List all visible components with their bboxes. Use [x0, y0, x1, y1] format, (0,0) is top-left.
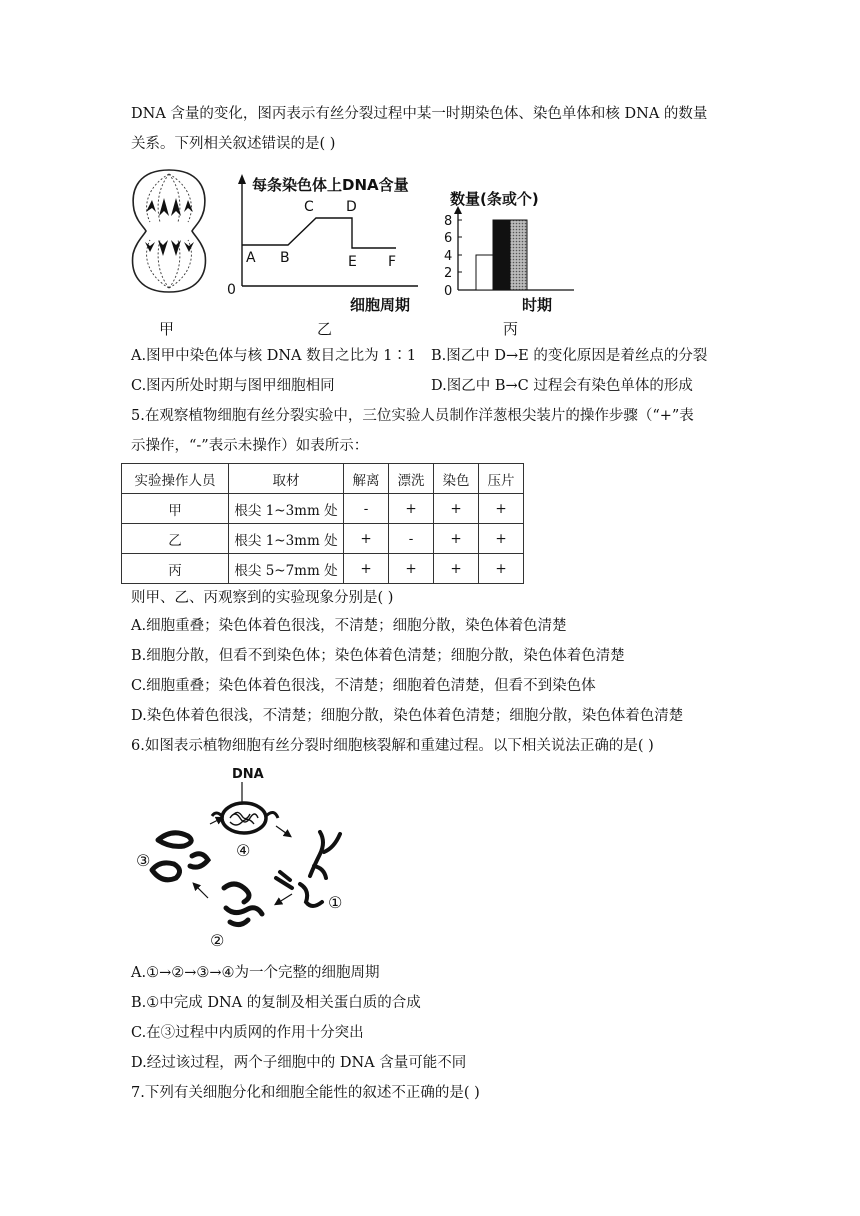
table-cell: + [479, 524, 524, 554]
q4-option-a: A.图甲中染色体与核 DNA 数目之比为 1∶1 [131, 348, 417, 364]
table-cell: - [344, 494, 389, 524]
yi-point-b: B [280, 250, 290, 266]
bar-chromatids [493, 220, 510, 290]
q6-option-c: C.在③过程中内质网的作用十分突出 [131, 1025, 364, 1041]
bing-tick-4: 4 [444, 249, 453, 264]
table-cell: - [389, 524, 434, 554]
q5-option-a: A.细胞重叠；染色体着色很浅，不清楚；细胞分散，染色体着色清楚 [131, 618, 567, 634]
bing-tick-8: 8 [444, 214, 453, 229]
bar-chromosomes [476, 255, 493, 290]
yi-curve [242, 218, 396, 248]
chromosomes-stage-3 [152, 833, 208, 880]
figure-yi [218, 166, 424, 316]
q4-option-d: D.图乙中 B→C 过程会有染色单体的形成 [431, 378, 693, 394]
chromosomes-stage-2 [224, 884, 262, 925]
q5-ask: 则甲、乙、丙观察到的实验现象分别是( ) [131, 590, 394, 606]
q6-option-a: A.①→②→③→④为一个完整的细胞周期 [131, 965, 380, 981]
bar-nuclear-dna [510, 220, 527, 290]
table-header: 实验操作人员 [122, 464, 229, 494]
table-cell: 根尖 1~3mm 处 [229, 494, 344, 524]
table-header: 压片 [479, 464, 524, 494]
table-row [122, 524, 524, 554]
table-cell: 甲 [122, 494, 229, 524]
q6-option-d: D.经过该过程，两个子细胞中的 DNA 含量可能不同 [131, 1055, 467, 1071]
figure-jia [128, 166, 210, 296]
q5-stem-2: 示操作，“-”表示未操作）如表所示： [131, 438, 369, 454]
table-header-row [122, 464, 524, 494]
table-cell: + [479, 494, 524, 524]
bing-ylabel: 数量(条或个) [450, 190, 539, 208]
caption-jia: 甲 [159, 320, 175, 338]
table-header: 染色 [434, 464, 479, 494]
yi-point-c: C [304, 199, 314, 215]
table-row [122, 494, 524, 524]
table-header: 解离 [344, 464, 389, 494]
q7-stem: 7.下列有关细胞分化和细胞全能性的叙述不正确的是( ) [131, 1085, 480, 1101]
intro-line-2: 关系。下列相关叙述错误的是( ) [131, 136, 336, 152]
lower-chromosomes [145, 240, 194, 256]
intro-line-1: DNA 含量的变化，图丙表示有丝分裂过程中某一时期染色体、染色单体和核 DNA 的数量 [131, 106, 708, 122]
bing-tick-2: 2 [444, 266, 453, 281]
table-cell: + [344, 554, 389, 584]
table-cell: + [344, 524, 389, 554]
q5-option-d: D.染色体着色很浅，不清楚；细胞分散，染色体着色清楚；细胞分散，染色体着色清楚 [131, 708, 684, 724]
table-cell: + [389, 494, 434, 524]
q5-option-b: B.细胞分散，但看不到染色体；染色体着色清楚；细胞分散，染色体着色清楚 [131, 648, 625, 664]
table-cell: 根尖 5~7mm 处 [229, 554, 344, 584]
q4-option-c: C.图丙所处时期与图甲细胞相同 [131, 378, 335, 394]
figure-bing [428, 180, 578, 314]
table-row [122, 554, 524, 584]
yi-point-e: E [348, 254, 357, 270]
figure-nucleus-cycle [130, 762, 360, 952]
stage-label-1: ① [328, 893, 343, 912]
table-cell: + [434, 554, 479, 584]
bing-tick-0: 0 [444, 284, 453, 299]
q5-option-c: C.细胞重叠；染色体着色很浅，不清楚；细胞着色清楚，但看不到染色体 [131, 678, 596, 694]
table-cell: + [479, 554, 524, 584]
spindle-fibers [147, 174, 192, 288]
yi-y-arrow [238, 174, 246, 184]
bing-xlabel: 时期 [522, 296, 553, 314]
table-header: 漂洗 [389, 464, 434, 494]
cell-outline [133, 170, 206, 292]
q6-option-b: B.①中完成 DNA 的复制及相关蛋白质的合成 [131, 995, 421, 1011]
bing-tick-6: 6 [444, 231, 453, 246]
table-cell: 根尖 1~3mm 处 [229, 524, 344, 554]
caption-bing: 丙 [503, 320, 519, 338]
yi-origin: 0 [227, 282, 236, 298]
caption-yi: 乙 [317, 320, 333, 338]
table-cell: + [434, 494, 479, 524]
yi-ylabel: 每条染色体上DNA含量 [252, 176, 409, 194]
q6-stem: 6.如图表示植物细胞有丝分裂时细胞核裂解和重建过程。以下相关说法正确的是( ) [131, 738, 654, 754]
table-header: 取材 [229, 464, 344, 494]
stage-label-3: ③ [136, 851, 151, 870]
stage-label-4: ④ [236, 841, 251, 860]
yi-point-d: D [346, 199, 357, 215]
q4-option-b: B.图乙中 D→E 的变化原因是着丝点的分裂 [431, 348, 708, 364]
upper-chromosomes [146, 198, 193, 216]
stage-label-2: ② [210, 931, 225, 950]
operations-table [121, 463, 524, 584]
dna-label: DNA [232, 767, 264, 782]
yi-point-f: F [388, 254, 397, 270]
table-cell: 丙 [122, 554, 229, 584]
table-cell: + [434, 524, 479, 554]
q5-stem-1: 5.在观察植物细胞有丝分裂实验中，三位实验人员制作洋葱根尖装片的操作步骤（“+”表 [131, 408, 694, 424]
table-cell: + [389, 554, 434, 584]
table-cell: 乙 [122, 524, 229, 554]
yi-point-a: A [246, 250, 256, 266]
yi-xlabel: 细胞周期 [350, 296, 411, 314]
